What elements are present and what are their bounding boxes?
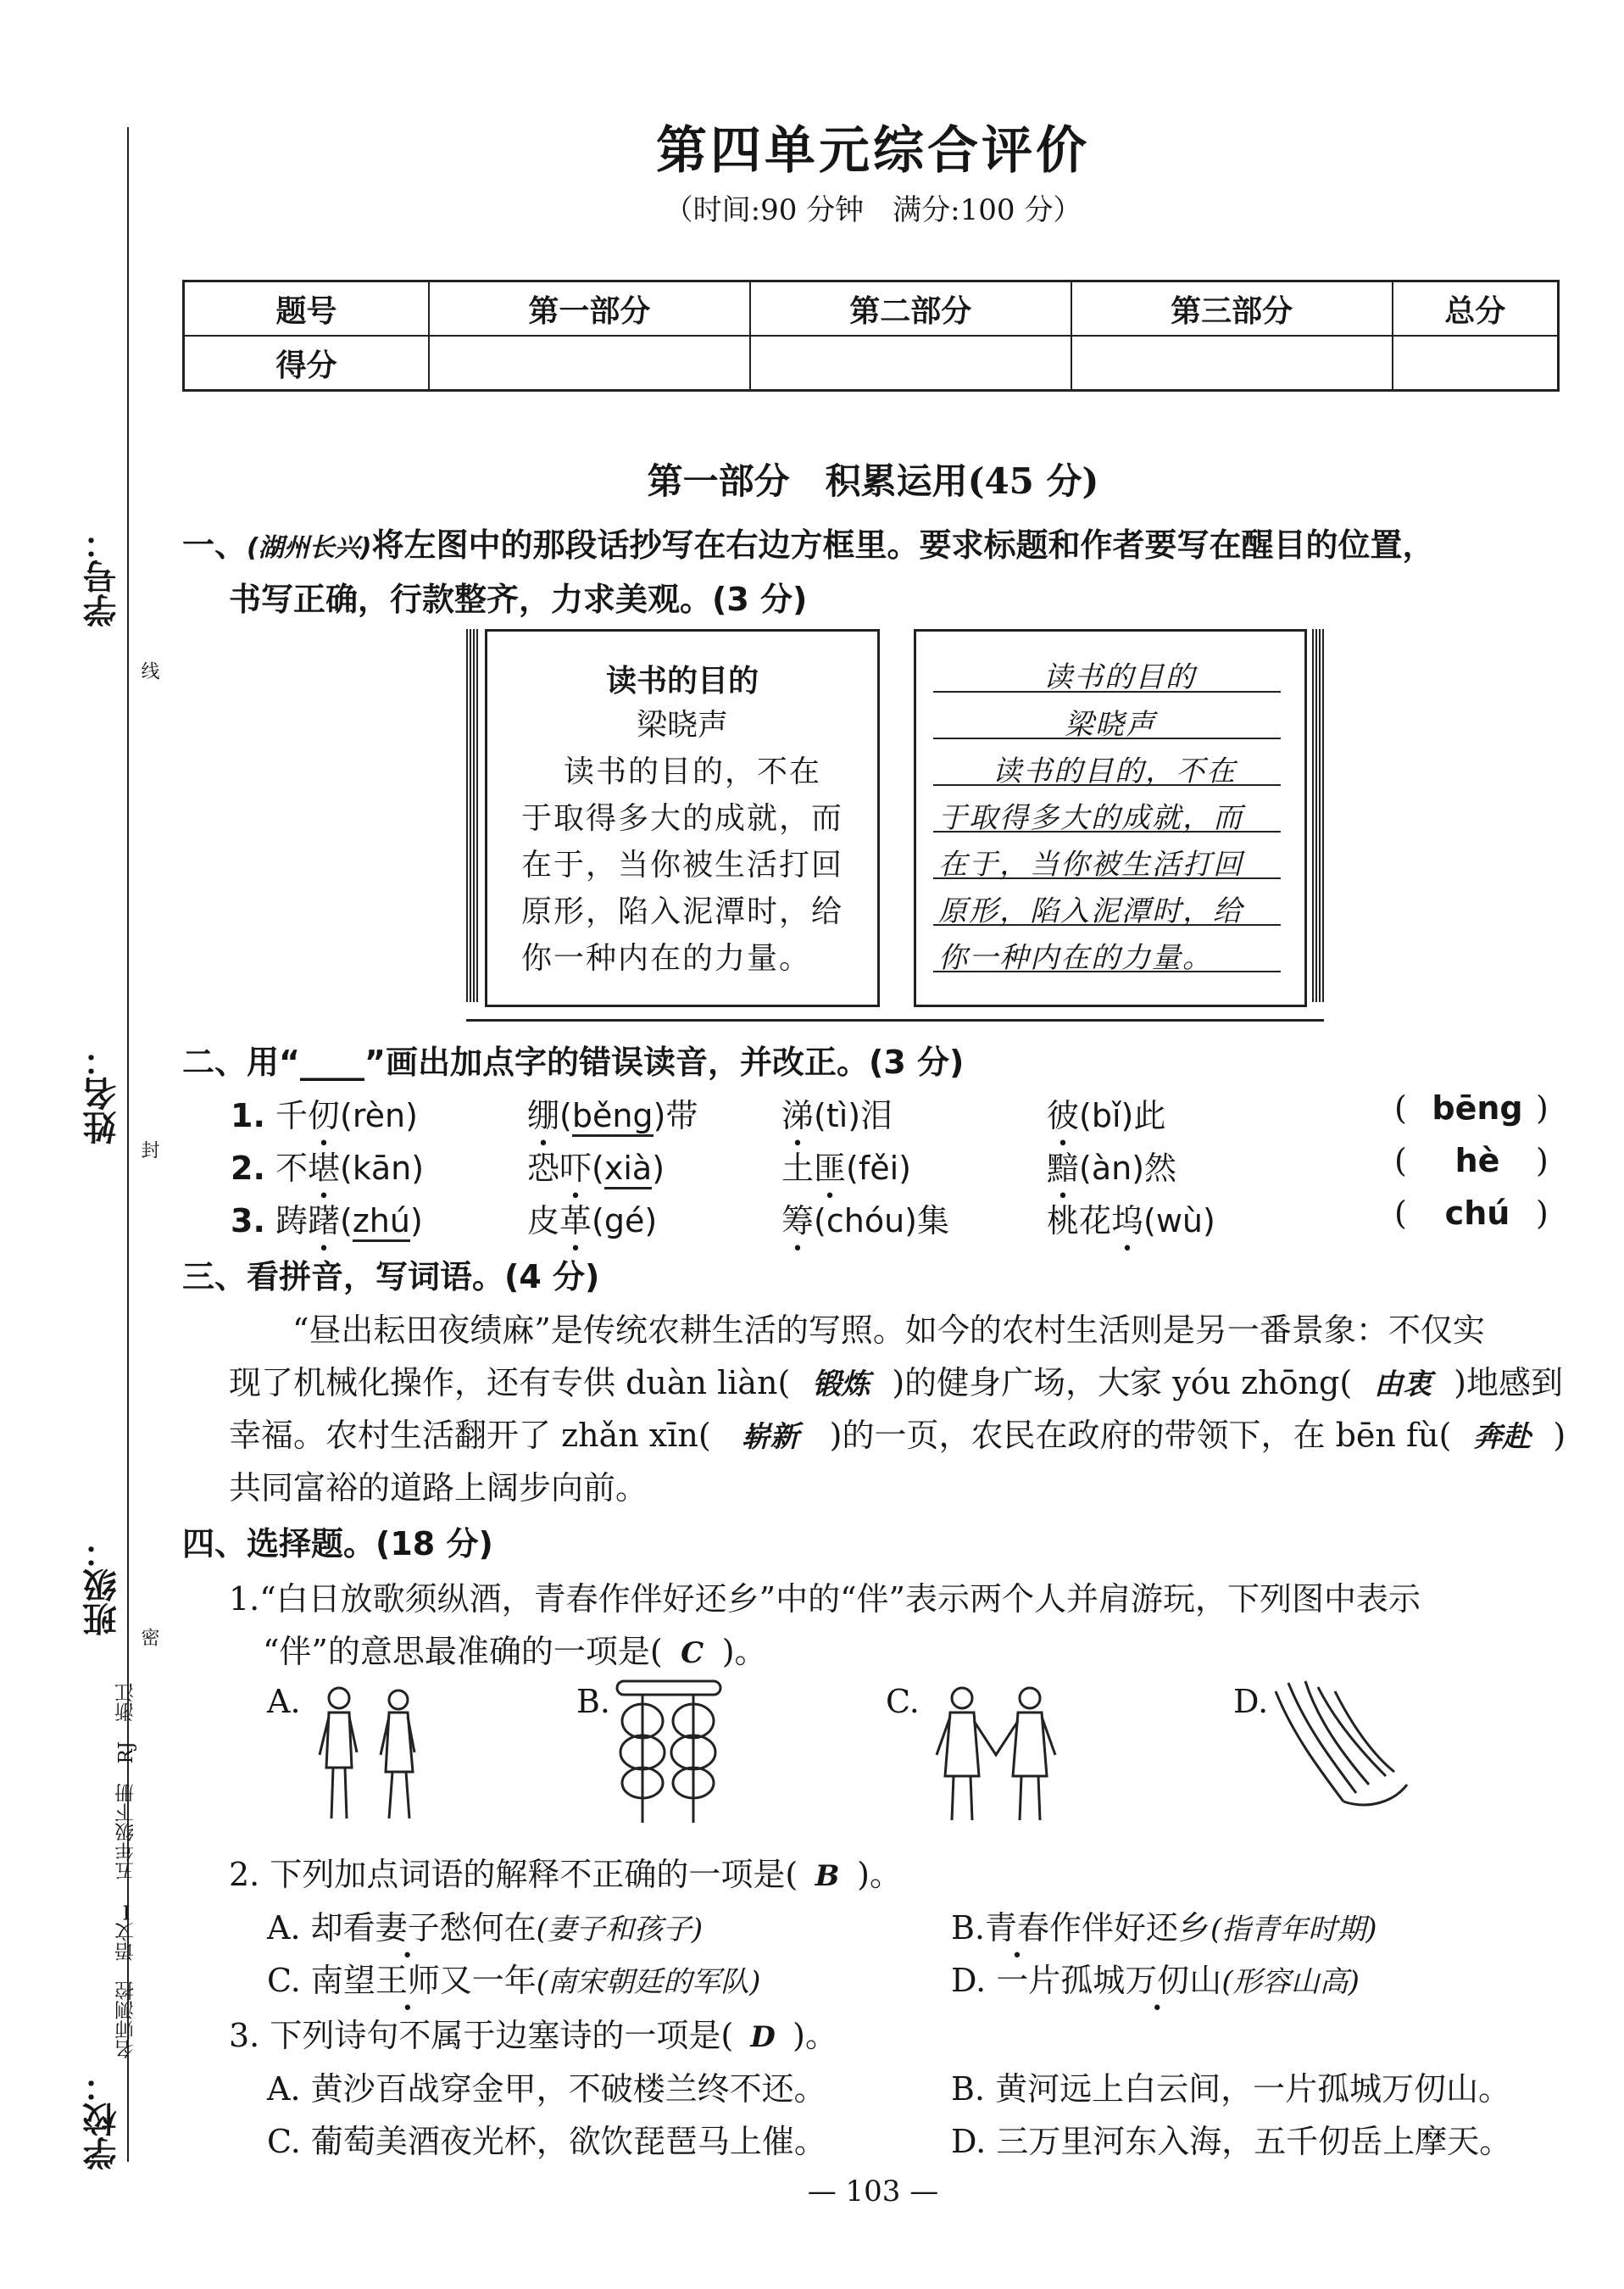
q2-paren: ) bbox=[409, 1202, 423, 1239]
q2-row1-d bbox=[1047, 1089, 1165, 1136]
book-spine-right bbox=[1312, 629, 1324, 1002]
q3-text: 幸福。农村生活翻开了 zhǎn xīn( bbox=[229, 1417, 711, 1454]
copy-line: 读书的目的，不在 bbox=[993, 755, 1237, 788]
q1-num: 一、 bbox=[182, 526, 247, 564]
q2-char: 皮 bbox=[527, 1202, 560, 1239]
q4-s2-option-b[interactable] bbox=[951, 1902, 1377, 1948]
score-cell[interactable] bbox=[1071, 336, 1393, 391]
option-text: 愁何在 bbox=[439, 1909, 537, 1946]
q4-s3-stem bbox=[229, 2009, 837, 2056]
pic-label-c: C. bbox=[886, 1683, 920, 1720]
q3-fill-2[interactable]: 由衷 bbox=[1374, 1367, 1432, 1401]
q3-fill-3[interactable]: 崭新 bbox=[741, 1420, 799, 1454]
q2-dotted-char: 筹 bbox=[781, 1202, 815, 1239]
q4-text: )。 bbox=[857, 1856, 902, 1893]
score-cell[interactable] bbox=[1393, 336, 1559, 391]
q3-text: )地感到 bbox=[1454, 1364, 1563, 1401]
q4-s2-option-c[interactable] bbox=[267, 1954, 760, 2001]
q2-dotted-char: 绷 bbox=[527, 1097, 560, 1134]
q2-paren: ( bbox=[592, 1150, 604, 1187]
q2-pinyin: (bǐ)此 bbox=[1079, 1097, 1166, 1134]
score-header-row bbox=[184, 281, 1559, 337]
q2-num: 1. bbox=[231, 1097, 265, 1134]
score-cell[interactable] bbox=[429, 336, 750, 391]
option-text: C. 南望 bbox=[267, 1962, 375, 1999]
paren-close: ) bbox=[1536, 1195, 1549, 1232]
two-people-hand-in-hand-image[interactable] bbox=[920, 1674, 1072, 1827]
option-text: B. bbox=[951, 1909, 986, 1946]
q2-underlined-pinyin: xià bbox=[604, 1150, 652, 1189]
q2-pinyin: (chóu)集 bbox=[814, 1202, 949, 1239]
pic-label-b: B. bbox=[576, 1683, 611, 1720]
q4-s1-line1: 1.“白日放歌须纵酒，青春作伴好还乡”中的“伴”表示两个人并肩游玩，下列图中表示 bbox=[229, 1580, 1421, 1618]
q2-pinyin: (kān) bbox=[340, 1150, 425, 1187]
book-line: 你一种内在的力量。 bbox=[521, 941, 812, 976]
copy-author: 梁晓声 bbox=[1065, 708, 1156, 742]
q1-line1 bbox=[182, 519, 1434, 565]
copy-title: 读书的目的 bbox=[1043, 660, 1196, 694]
copy-line: 原形，陷入泥潭时，给 bbox=[938, 894, 1243, 928]
q2-paren: ( bbox=[559, 1097, 572, 1134]
book-line: 读书的目的，不在 bbox=[564, 755, 822, 789]
score-cell[interactable] bbox=[750, 336, 1071, 391]
q3-line2 bbox=[229, 1356, 1563, 1403]
q2-underlined-pinyin: zhú bbox=[353, 1202, 410, 1242]
q3-fill-1[interactable]: 锻炼 bbox=[812, 1367, 870, 1401]
q4-s2-option-a[interactable] bbox=[267, 1902, 703, 1948]
q4-s3-answer[interactable]: D bbox=[750, 2020, 776, 2054]
paren-close: ) bbox=[1536, 1142, 1549, 1179]
q2-underlined-pinyin: běng bbox=[572, 1097, 653, 1137]
paren-close: ) bbox=[1536, 1089, 1549, 1127]
book-line: 原形，陷入泥潭时，给 bbox=[521, 894, 844, 929]
score-header-cell: 题号 bbox=[184, 281, 430, 337]
q2-dotted-char: 吓 bbox=[559, 1150, 592, 1187]
q2-dotted-char: 涕 bbox=[781, 1097, 815, 1134]
book-right-page[interactable] bbox=[914, 629, 1307, 1007]
pic-label-d: D. bbox=[1233, 1683, 1269, 1720]
q2-dotted-char: 黯 bbox=[1047, 1150, 1080, 1187]
mark-mi: 密 bbox=[138, 1628, 159, 1646]
option-text: D. 一片孤城 bbox=[951, 1962, 1126, 1999]
option-dotted-word: 妻子 bbox=[375, 1909, 440, 1946]
paren-open: ( bbox=[1394, 1089, 1407, 1127]
q4-s2-option-d[interactable] bbox=[951, 1954, 1360, 2001]
q2-row1-c bbox=[781, 1089, 893, 1136]
score-header-cell: 第三部分 bbox=[1071, 281, 1393, 337]
paren-open: ( bbox=[1394, 1142, 1407, 1179]
q2-answer[interactable]: hè bbox=[1454, 1142, 1500, 1179]
series-info: 名师测控 语文Ⅰ 五年级下册 RJ 浙江 bbox=[115, 1683, 137, 2059]
q1-tag: (湖州长兴) bbox=[247, 533, 372, 563]
book-line: 于取得多大的成就，而 bbox=[521, 801, 844, 836]
score-row-label: 得分 bbox=[184, 336, 430, 391]
q2-answer[interactable]: chú bbox=[1444, 1195, 1510, 1232]
q2-char: 恐 bbox=[527, 1150, 560, 1187]
q3-text: )的一页，农民在政府的带领下，在 bēn fù( bbox=[829, 1417, 1452, 1454]
q2-row1-a bbox=[231, 1089, 418, 1136]
option-note: (指青年时期) bbox=[1210, 1913, 1377, 1946]
q2-pinyin: (rèn) bbox=[340, 1097, 418, 1134]
option-note: (妻子和孩子) bbox=[536, 1913, 704, 1946]
q3-text: 现了机械化操作，还有专供 duàn liàn( bbox=[229, 1364, 791, 1401]
q4-s2-answer[interactable]: B bbox=[815, 1859, 840, 1893]
q2-pinyin: (gé) bbox=[592, 1202, 658, 1239]
q2-row3-c bbox=[781, 1195, 949, 1241]
option-dotted-word: 王师 bbox=[375, 1962, 440, 1999]
book-spine-left bbox=[466, 629, 478, 1002]
q2-row3-a bbox=[231, 1195, 423, 1241]
q2-dotted-char: 匪 bbox=[814, 1150, 847, 1187]
q3-line4: 共同富裕的道路上阔步向前。 bbox=[229, 1469, 648, 1507]
page-number: — 103 — bbox=[807, 2175, 939, 2208]
q2-char: 桃花 bbox=[1047, 1202, 1112, 1239]
option-note: (南宋朝廷的军队) bbox=[536, 1965, 761, 1999]
q2-char: 不 bbox=[275, 1150, 308, 1187]
skewered-food-image[interactable] bbox=[610, 1674, 729, 1827]
page-title: 第四单元综合评价 bbox=[656, 121, 1090, 181]
q3-text: ) bbox=[1553, 1417, 1566, 1454]
q3-heading: 三、看拼音，写词语。(4 分) bbox=[182, 1258, 600, 1295]
option-dotted-word: 万仞 bbox=[1125, 1962, 1190, 1999]
copy-line: 在于，当你被生活打回 bbox=[938, 848, 1243, 882]
label-xuexiao: 学校： bbox=[82, 2069, 122, 2170]
q3-line3 bbox=[229, 1409, 1566, 1456]
copy-line: 于取得多大的成就，而 bbox=[938, 801, 1243, 835]
copy-line: 你一种内在的力量。 bbox=[938, 941, 1213, 975]
option-dotted-word: 青春 bbox=[985, 1909, 1050, 1946]
part1-title: 第一部分 积累运用(45 分) bbox=[647, 460, 1099, 502]
q4-s1-answer[interactable]: C bbox=[681, 1636, 704, 1670]
q2-row2-b bbox=[527, 1142, 665, 1189]
q3-line1: “昼出耘田夜绩麻”是传统农耕生活的写照。如今的农村生活则是另一番景象：不仅实 bbox=[292, 1312, 1485, 1349]
q4-s1-line2 bbox=[263, 1625, 767, 1672]
q2-pinyin: (tì)泪 bbox=[814, 1097, 893, 1134]
q3-text: )的健身广场，大家 yóu zhōng( bbox=[892, 1364, 1353, 1401]
q4-s3-option-d[interactable]: D. 三万里河东入海，五千仞岳上摩天。 bbox=[951, 2123, 1512, 2160]
score-header-cell: 第一部分 bbox=[429, 281, 750, 337]
q2-dotted-char: 仞 bbox=[308, 1097, 341, 1134]
two-hands-together-image[interactable] bbox=[1267, 1674, 1411, 1814]
score-value-row bbox=[184, 336, 1559, 391]
q4-heading: 四、选择题。(18 分) bbox=[182, 1525, 493, 1562]
option-text: 山 bbox=[1189, 1962, 1222, 1999]
q2-num: 3. bbox=[231, 1202, 265, 1239]
q4-text: 2. 下列加点词语的解释不正确的一项是( bbox=[229, 1856, 798, 1893]
q2-dotted-char: 堪 bbox=[308, 1150, 341, 1187]
q2-dotted-char: 躇 bbox=[308, 1202, 341, 1239]
two-people-apart-image[interactable] bbox=[301, 1674, 437, 1827]
q4-text: 3. 下列诗句不属于边塞诗的一项是( bbox=[229, 2017, 734, 2054]
q2-num: 2. bbox=[231, 1150, 265, 1187]
q3-fill-4[interactable]: 奔赴 bbox=[1473, 1420, 1532, 1454]
q2-char: 土 bbox=[781, 1150, 815, 1187]
book-author: 梁晓声 bbox=[636, 708, 728, 743]
book-illustration bbox=[466, 629, 1324, 1019]
q2-row2-a bbox=[231, 1142, 424, 1189]
book-title: 读书的目的 bbox=[605, 664, 759, 699]
q4-s3-option-b[interactable]: B. 黄河远上白云间，一片孤城万仞山。 bbox=[951, 2070, 1511, 2108]
score-table bbox=[182, 280, 1560, 392]
q4-s3-option-a[interactable]: A. 黄沙百战穿金甲，不破楼兰终不还。 bbox=[267, 2070, 826, 2108]
q2-dotted-char: 坞 bbox=[1111, 1202, 1144, 1239]
mark-xian: 线 bbox=[138, 661, 159, 680]
label-banji: 班级： bbox=[82, 1534, 122, 1636]
q2-row2-c bbox=[781, 1142, 911, 1189]
mark-feng: 封 bbox=[138, 1140, 159, 1159]
page-subtitle: （时间:90 分钟 满分:100 分） bbox=[664, 193, 1082, 227]
paren-open: ( bbox=[1394, 1195, 1407, 1232]
q4-s3-option-c[interactable]: C. 葡萄美酒夜光杯，欲饮琵琶马上催。 bbox=[267, 2123, 826, 2160]
q1-line2: 书写正确，行款整齐，力求美观。(3 分) bbox=[229, 581, 808, 618]
option-text: 又一年 bbox=[439, 1962, 537, 1999]
score-header-cell: 第二部分 bbox=[750, 281, 1071, 337]
q2-pinyin: (fěi) bbox=[846, 1150, 911, 1187]
q2-pinyin: (wù) bbox=[1143, 1202, 1215, 1239]
label-xingming: 姓名： bbox=[82, 1043, 122, 1144]
pic-label-a: A. bbox=[267, 1683, 301, 1720]
q4-s2-stem bbox=[229, 1848, 902, 1895]
q1-text1: 将左图中的那段话抄写在右边方框里。要求标题和作者要写在醒目的位置， bbox=[371, 526, 1435, 564]
q2-heading: 二、用“____”画出加点字的错误读音，并改正。(3 分) bbox=[182, 1044, 965, 1081]
book-left-page bbox=[485, 629, 880, 1007]
q2-answer[interactable]: bēng bbox=[1432, 1089, 1523, 1127]
q2-row1-b bbox=[527, 1089, 698, 1136]
book-line: 在于，当你被生活打回 bbox=[521, 848, 844, 883]
q2-tail: )带 bbox=[653, 1097, 698, 1134]
label-xuehao: 学号： bbox=[82, 526, 122, 627]
score-header-cell: 总分 bbox=[1393, 281, 1559, 337]
q4-text: “伴”的意思最准确的一项是( bbox=[263, 1633, 663, 1670]
q4-text: )。 bbox=[721, 1633, 767, 1670]
q2-char: 千 bbox=[275, 1097, 308, 1134]
q2-paren: ( bbox=[340, 1202, 353, 1239]
q2-char: 踌 bbox=[275, 1202, 308, 1239]
q2-row3-b bbox=[527, 1195, 657, 1241]
option-text: A. 却看 bbox=[267, 1909, 375, 1946]
option-text: 作伴好还乡 bbox=[1049, 1909, 1211, 1946]
q2-dotted-char: 彼 bbox=[1047, 1097, 1080, 1134]
q2-row3-d bbox=[1047, 1195, 1215, 1241]
q2-dotted-char: 革 bbox=[559, 1202, 592, 1239]
q2-paren: ) bbox=[652, 1150, 665, 1187]
option-note: (形容山高) bbox=[1221, 1965, 1360, 1999]
q4-text: )。 bbox=[793, 2017, 837, 2054]
q2-pinyin: (àn)然 bbox=[1079, 1150, 1177, 1187]
q2-row2-d bbox=[1047, 1142, 1176, 1189]
